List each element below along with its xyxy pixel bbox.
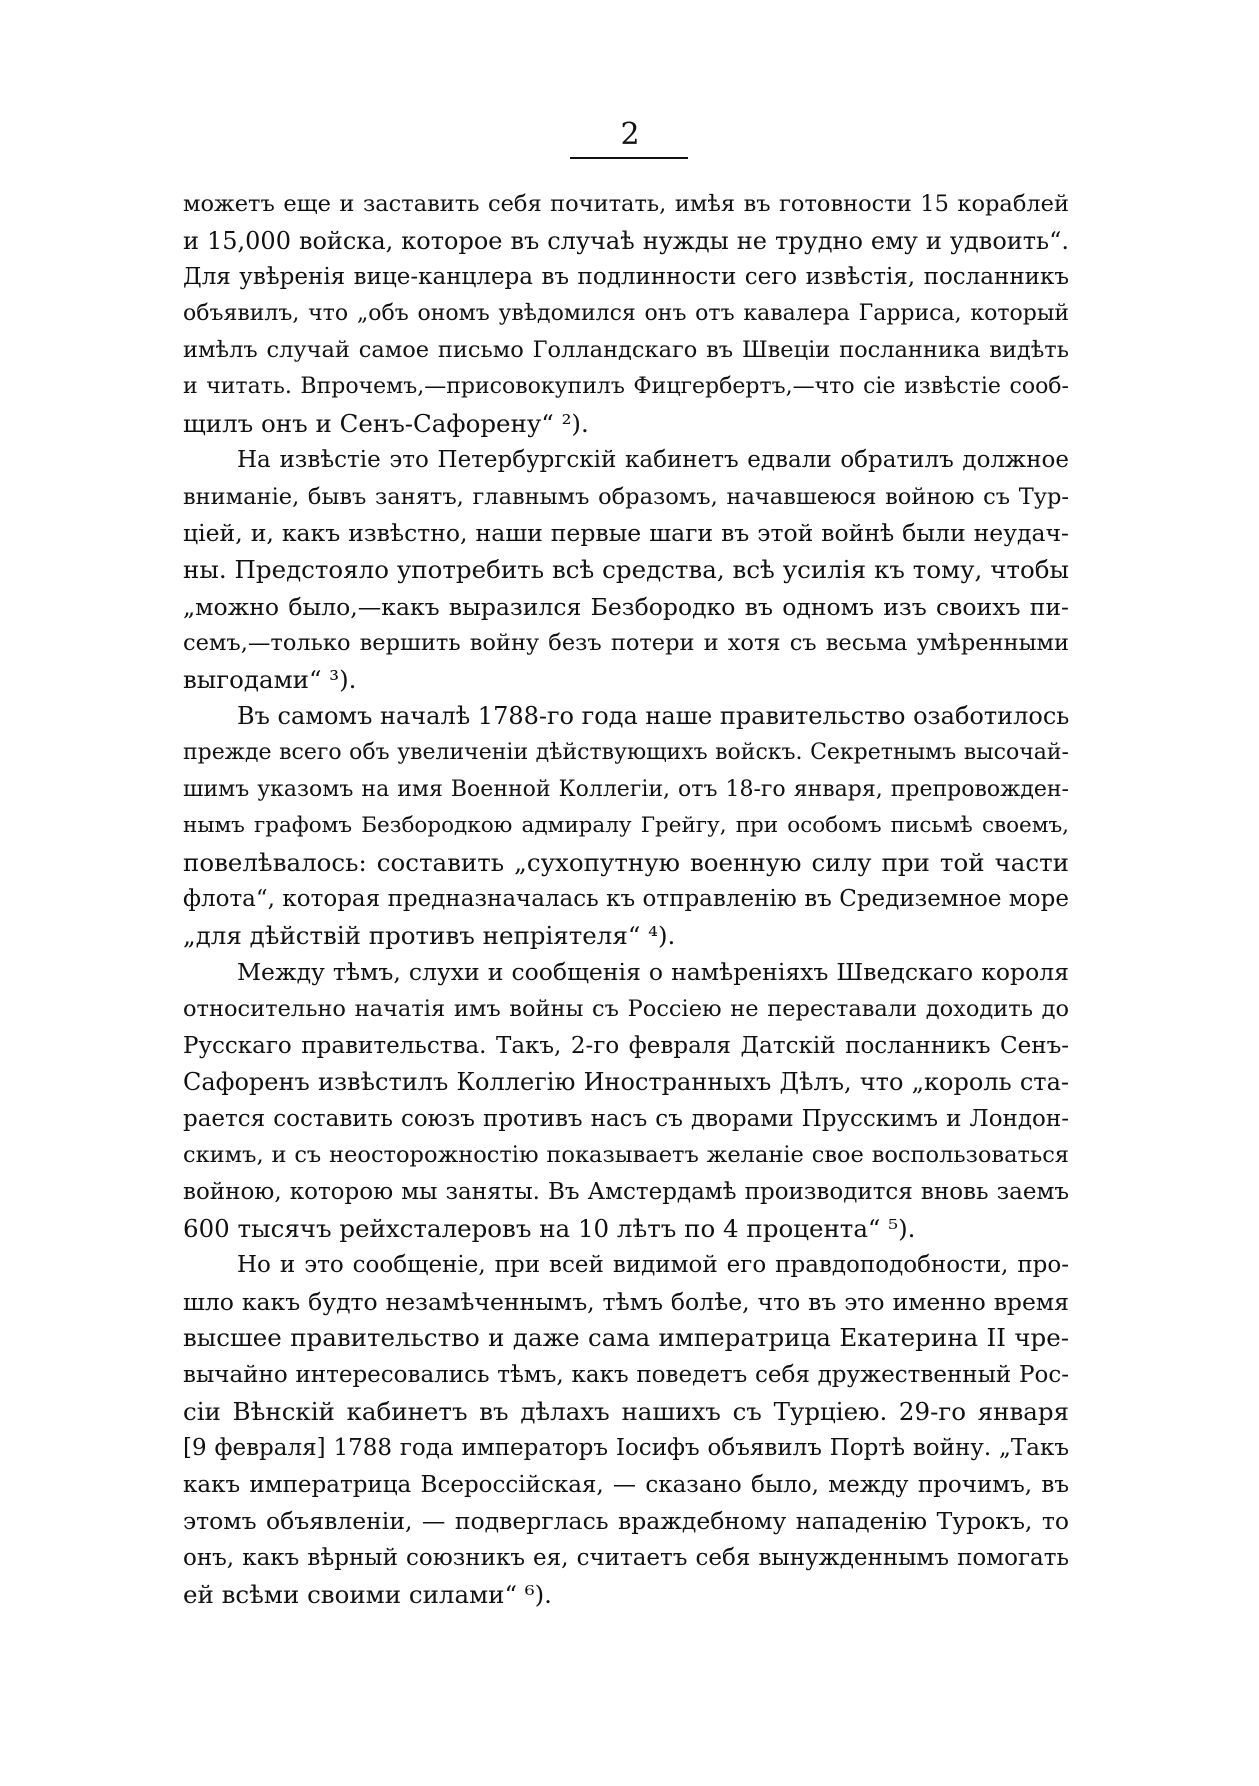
text-line: вычайно интересовались тѣмъ, какъ поведетъ себя дружественный Рос- xyxy=(183,1362,1069,1388)
text-line: ей всѣми своими силами“ ⁶). xyxy=(183,1579,552,1609)
text-line: семъ,—только вершить войну безъ потери и хотя съ весьма умѣренными xyxy=(183,630,1069,657)
text-line: относительно начатія имъ войны съ Россіею не переставали доходить до xyxy=(183,996,1069,1023)
text-line: вниманіе, бывъ занятъ, главнымъ образомъ, начавшеюся войною съ Тур- xyxy=(183,483,1069,510)
text-line: На извѣстіе это Петербургскій кабинетъ едвали обратилъ должное xyxy=(237,447,1069,474)
text-line: „для дѣйствій противъ непріятеля“ ⁴). xyxy=(183,920,676,950)
text-line: флота“, которая предназначалась къ отправленію въ Средиземное море xyxy=(183,886,1069,913)
text-line: Сафоренъ извѣстилъ Коллегію Иностранныхъ Дѣлъ, что „король ста- xyxy=(183,1068,1069,1097)
page-number-rule xyxy=(570,157,688,159)
paragraph-1 xyxy=(183,186,1069,442)
text-line: скимъ, и съ неосторожностію показываетъ желаніе свое воспользоваться xyxy=(183,1142,1069,1169)
text-line: 600 тысячъ рейхсталеровъ на 10 лѣтъ по 4 процента“ ⁵). xyxy=(183,1213,916,1243)
text-line: ны. Предстояло употребить всѣ средства, всѣ усилія къ тому, чтобы xyxy=(183,554,1069,584)
text-line: шло какъ будто незамѣченнымъ, тѣмъ болѣе, что въ это именно время xyxy=(183,1287,1069,1316)
text-line: Для увѣренія вице-канцлера въ подлинности сего извѣстія, посланникъ xyxy=(183,264,1069,291)
text-line: Между тѣмъ, слухи и сообщенія о намѣреніяхъ Шведскаго короля xyxy=(237,958,1069,987)
text-line: рается составить союзъ противъ насъ съ дворами Прусскимъ и Лондон- xyxy=(183,1105,1069,1132)
text-line: щилъ онъ и Сенъ-Сафорену“ ²). xyxy=(183,408,589,438)
paragraph-4 xyxy=(183,954,1069,1247)
text-line: онъ, какъ вѣрный союзникъ ея, считаетъ себя вынужденнымъ помогать xyxy=(183,1544,1069,1571)
text-line: можетъ еще и заставить себя почитать, имѣя въ готовности 15 кораблей xyxy=(183,191,1069,217)
text-line: и читать. Впрочемъ,—присовокупилъ Фицгербертъ,—что сіе извѣстіе сооб- xyxy=(183,373,1069,399)
text-line: [9 февраля] 1788 года императоръ Іосифъ объявилъ Портѣ войну. „Такъ xyxy=(183,1435,1069,1462)
text-line: шимъ указомъ на имя Военной Коллегіи, отъ 18-го января, препровожден- xyxy=(183,776,1069,802)
text-line: Въ самомъ началѣ 1788-го года наше правительство озаботилось xyxy=(237,702,1070,731)
text-line: имѣлъ случай самое письмо Голландскаго въ Швеціи посланника видѣть xyxy=(183,337,1069,364)
text-line: высшее правительство и даже сама императрица Екатерина II чре- xyxy=(183,1323,1069,1353)
page-number: 2 xyxy=(620,117,640,152)
text-line: объявилъ, что „объ ономъ увѣдомился онъ отъ кавалера Гарриса, который xyxy=(183,300,1069,326)
text-line: этомъ объявленіи, — подверглась враждебному нападенію Турокъ, то xyxy=(183,1507,1069,1536)
body-text xyxy=(183,186,1069,1613)
text-line: повелѣвалось: составить „сухопутную военную силу при той части xyxy=(183,847,1069,877)
text-line: выгодами“ ³). xyxy=(183,664,357,694)
text-line: какъ императрица Всероссійская, — сказано было, между прочимъ, въ xyxy=(183,1471,1069,1498)
text-line: войною, которою мы заняты. Въ Амстердамѣ производится вновь заемъ xyxy=(183,1179,1069,1206)
paragraph-2 xyxy=(183,442,1069,698)
text-line: и 15,000 войска, которое въ случаѣ нужды не трудно ему и удвоить“. xyxy=(183,226,1069,255)
text-line: прежде всего объ увеличеніи дѣйствующихъ войскъ. Секретнымъ высочай- xyxy=(183,739,1069,765)
text-line: „можно было,—какъ выразился Безбородко въ одномъ изъ своихъ пи- xyxy=(183,592,1069,621)
paragraph-5 xyxy=(183,1247,1069,1613)
text-line: нымъ графомъ Безбородкою адмиралу Грейгу, при особомъ письмѣ своемъ, xyxy=(183,813,1069,839)
paragraph-3 xyxy=(183,698,1069,954)
text-line: Русскаго правительства. Такъ, 2-го февраля Датскій посланникъ Сенъ- xyxy=(183,1032,1069,1059)
text-line: Но и это сообщеніе, при всей видимой его правдоподобности, про- xyxy=(237,1252,1069,1279)
text-line: ціей, и, какъ извѣстно, наши первые шаги въ этой войнѣ были неудач- xyxy=(183,519,1069,548)
text-line: сіи Вѣнскій кабинетъ въ дѣлахъ нашихъ съ Турціею. 29-го января xyxy=(183,1396,1069,1426)
